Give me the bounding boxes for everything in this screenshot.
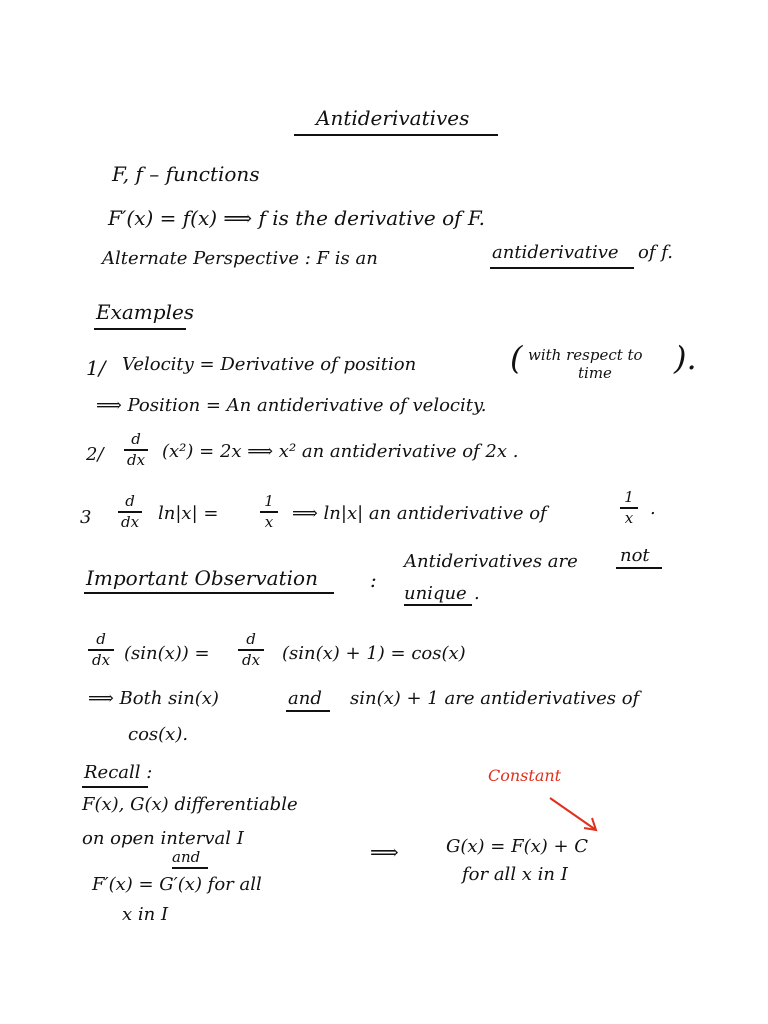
recall-line-2: on open interval I: [82, 828, 244, 849]
example-3-text: ⟹ ln|x| an antiderivative of: [292, 503, 547, 524]
recall-result-2: for all x in I: [462, 864, 568, 885]
example-3-one-over-x: [260, 494, 278, 530]
fraction-numerator: d: [96, 630, 106, 648]
fraction-numerator: 1: [264, 492, 274, 510]
fraction-denominator: x: [624, 508, 634, 527]
alternate-term-underline: [490, 267, 634, 269]
alternate-term: antiderivative: [492, 242, 619, 263]
observation-underline: [84, 592, 334, 594]
both-and-underline: [286, 710, 330, 712]
example-2-derivative-operator: [124, 432, 148, 468]
both-line-cos: cos(x).: [128, 724, 189, 745]
example-3-period: .: [650, 498, 656, 519]
fraction-denominator: dx: [241, 650, 261, 669]
recall-line-4: x in I: [122, 904, 169, 925]
fraction-numerator: 1: [624, 488, 634, 506]
recall-and: and: [172, 848, 201, 866]
observation-period: .: [474, 583, 480, 604]
example-1-text: Velocity = Derivative of position: [122, 354, 417, 375]
observation-heading: Important Observation: [86, 566, 318, 590]
sin-equation-part-2: (sin(x) + 1) = cos(x): [282, 643, 466, 664]
recall-heading: Recall :: [84, 762, 153, 783]
observation-not-underline: [616, 567, 662, 569]
example-3-middle: ln|x| =: [158, 503, 219, 524]
fraction-numerator: d: [125, 492, 135, 510]
sin-derivative-operator: [88, 632, 114, 668]
example-1-paren-close: ).: [674, 339, 697, 377]
recall-underline: [82, 786, 148, 788]
both-line-start: ⟹ Both sin(x): [88, 688, 219, 709]
constant-annotation: Constant: [488, 766, 562, 785]
both-and: and: [288, 688, 322, 709]
fraction-denominator: dx: [91, 650, 111, 669]
recall-implies-arrow: ⟹: [370, 840, 399, 864]
functions-line: F, f – functions: [112, 162, 260, 186]
alternate-label: Alternate Perspective : F is an: [102, 248, 378, 269]
fraction-denominator: dx: [120, 512, 140, 531]
observation-text-1: Antiderivatives are: [404, 551, 578, 572]
both-line-end: sin(x) + 1 are antiderivatives of: [350, 688, 640, 709]
fraction-numerator: d: [246, 630, 256, 648]
example-1-number: 1/: [86, 356, 106, 380]
recall-line-3: F′(x) = G′(x) for all: [92, 874, 262, 895]
examples-heading: Examples: [96, 300, 195, 324]
example-1-paren-open: (: [510, 339, 523, 377]
recall-and-underline: [172, 867, 208, 869]
page-title: Antiderivatives: [316, 106, 470, 130]
example-3-derivative-operator: [118, 494, 142, 530]
observation-colon: :: [370, 568, 377, 592]
example-2-text: (x²) = 2x ⟹ x² an antiderivative of 2x .: [162, 441, 519, 462]
examples-underline: [94, 328, 186, 330]
observation-unique-underline: [404, 604, 472, 606]
recall-line-1: F(x), G(x) differentiable: [82, 794, 298, 815]
fraction-denominator: dx: [126, 450, 146, 469]
alternate-tail: of f.: [638, 242, 673, 263]
example-3-number: 3: [80, 507, 92, 528]
sin-plus-one-derivative-operator: [238, 632, 264, 668]
sin-equation-part-1: (sin(x)) =: [124, 643, 210, 664]
definition-line: F′(x) = f(x) ⟹ f is the derivative of F.: [108, 206, 486, 230]
observation-unique: unique: [404, 583, 467, 604]
example-3-result-fraction: [620, 490, 638, 526]
example-1-paren-text1: with respect to: [528, 346, 643, 364]
constant-annotation-arrow-icon: [540, 790, 610, 840]
example-1-paren-text2: time: [578, 364, 612, 382]
title-underline: [294, 134, 498, 136]
example-2-number: 2/: [86, 444, 104, 465]
example-1-result: ⟹ Position = An antiderivative of velocity.: [96, 395, 487, 416]
observation-not: not: [620, 545, 650, 566]
recall-result-1: G(x) = F(x) + C: [446, 836, 589, 857]
fraction-denominator: x: [264, 512, 274, 531]
fraction-numerator: d: [131, 430, 141, 448]
